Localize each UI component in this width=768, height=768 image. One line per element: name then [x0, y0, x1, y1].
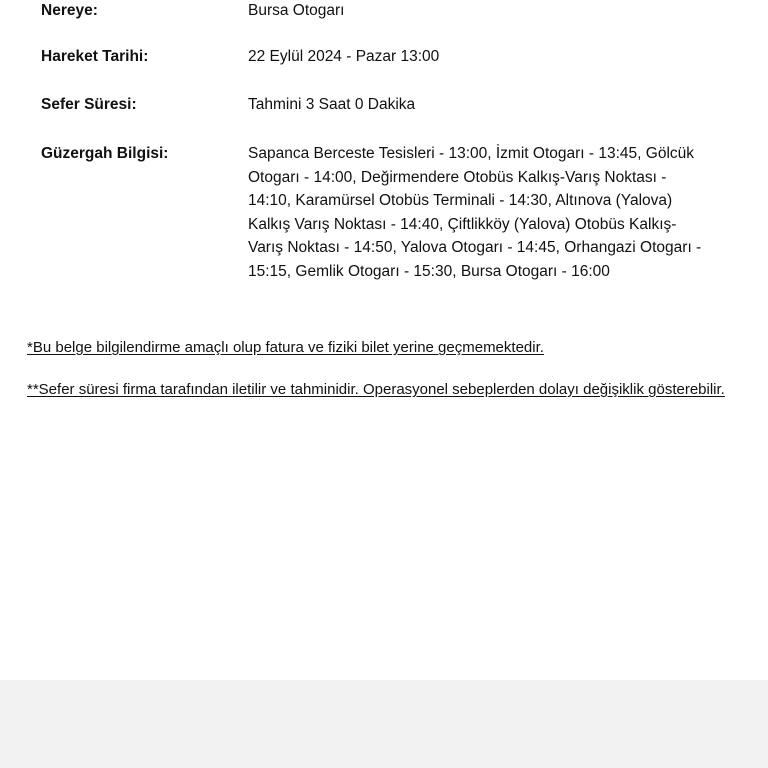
- route-stop: Sapanca Berceste Tesisleri - 13:00: [248, 145, 488, 162]
- duration-value: Tahmini 3 Saat 0 Dakika: [248, 96, 416, 113]
- route-stop: İzmit Otogarı - 13:45: [495, 145, 638, 162]
- duration-label: Sefer Süresi:: [41, 96, 137, 113]
- route-stop: Gölcük Otogarı - 14:00: [248, 145, 695, 186]
- route-stops: Sapanca Berceste Tesisleri - 13:00, İzmit Otogarı - 13:45, Gölcük Otogarı - 14:00, Değirmendere Otobüs Kalkış-Varış Noktası - 14:10, Karamürsel Otobüs Terminali - 14:30, Altınova (Yalova) Kalkış Varış Noktası - 14:40, Çiftlikköy (Yalova) Otobüs Kalkış-Varış Noktası - 14:50, Yalova Otogarı - 14:45, Orhangazi Otogarı - 15:15, Gemlik Otogarı - 15:30, Bursa Otogarı - 16:00: [248, 145, 702, 280]
- duration-note: **Sefer süresi firma tarafından iletilir ve tahminidir. Operasyonel sebeplerden dolayı değişiklik gösterebilir.: [27, 381, 725, 398]
- route-stop: Altınova (Yalova) Kalkış Varış Noktası - 14:40: [248, 192, 673, 233]
- route-stop: Bursa Otogarı - 16:00: [460, 262, 610, 280]
- destination-label: Nereye:: [41, 2, 98, 19]
- departure-value: 22 Eylül 2024 - Pazar 13:00: [248, 48, 440, 65]
- route-stop: Yalova Otogarı - 14:45: [400, 239, 556, 256]
- route-label: Güzergah Bilgisi:: [41, 145, 169, 162]
- destination-value: Bursa Otogarı: [248, 2, 345, 19]
- route-stop: Değirmendere Otobüs Kalkış-Varış Noktası - 14:10: [248, 168, 667, 209]
- route-stop: Çiftlikköy (Yalova) Otobüs Kalkış-Varış Noktası - 14:50: [248, 215, 677, 256]
- disclaimer-note: *Bu belge bilgilendirme amaçlı olup fatura ve fiziki bilet yerine geçmemektedir.: [27, 339, 544, 356]
- route-stop: Orhangazi Otogarı - 15:15: [248, 239, 702, 280]
- route-stop: Gemlik Otogarı - 15:30: [295, 262, 453, 280]
- departure-label: Hareket Tarihi:: [41, 48, 149, 65]
- route-stop: Karamürsel Otobüs Terminali - 14:30: [295, 192, 548, 209]
- footer-band: [0, 680, 768, 768]
